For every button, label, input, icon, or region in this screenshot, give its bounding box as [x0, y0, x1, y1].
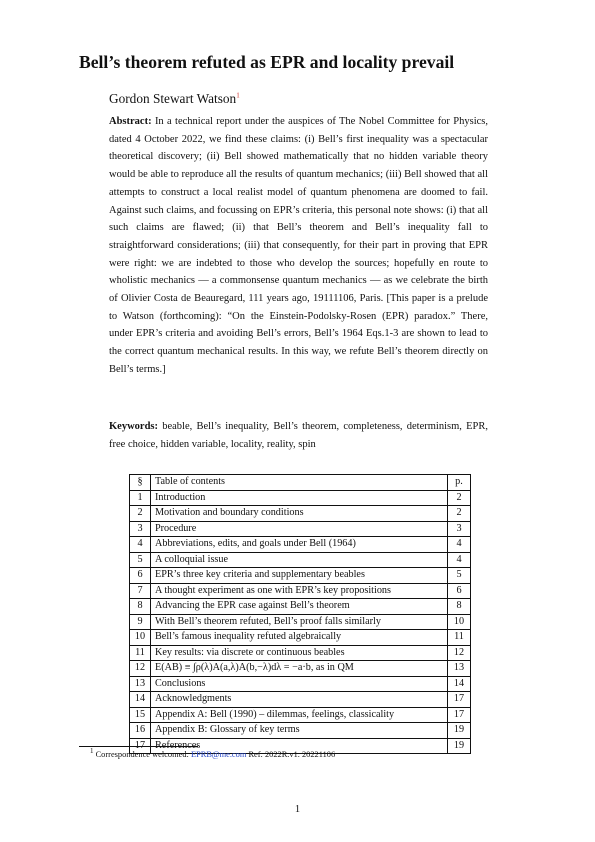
toc-header-title: Table of contents — [151, 475, 448, 491]
toc-section-title: Appendix B: Glossary of key terms — [151, 723, 448, 739]
toc-row[interactable] — [130, 676, 471, 692]
toc-row[interactable] — [130, 614, 471, 630]
toc-page-number: 11 — [448, 630, 471, 646]
toc-header-page: p. — [448, 475, 471, 491]
toc-row[interactable] — [130, 645, 471, 661]
toc-page-number: 17 — [448, 692, 471, 708]
footnote-mark: 1 — [90, 747, 94, 756]
toc-section-title: References — [151, 738, 448, 754]
toc-row[interactable] — [130, 521, 471, 537]
toc-section-number: 12 — [130, 661, 151, 677]
toc-section-number: 9 — [130, 614, 151, 630]
footnote — [90, 749, 335, 760]
toc-body — [130, 490, 471, 754]
toc-page-number: 17 — [448, 707, 471, 723]
toc-section-title: Key results: via discrete or continuous beables — [151, 645, 448, 661]
toc-section-title: Acknowledgments — [151, 692, 448, 708]
footnote-email-link[interactable]: EPRB@me.com — [190, 750, 247, 759]
toc-section-title: A colloquial issue — [151, 552, 448, 568]
toc-section-number: 2 — [130, 506, 151, 522]
toc-row[interactable] — [130, 630, 471, 646]
toc-section-number: 8 — [130, 599, 151, 615]
toc-section-number: 17 — [130, 738, 151, 754]
page-number: 1 — [294, 804, 301, 815]
toc-row[interactable] — [130, 583, 471, 599]
toc-section-number: 3 — [130, 521, 151, 537]
toc-page-number: 3 — [448, 521, 471, 537]
keywords-text: beable, Bell’s inequality, Bell’s theorem, completeness, determinism, EPR, free choice, hidden variable, locality, reality, spin — [109, 421, 488, 450]
table-of-contents — [129, 474, 471, 754]
toc-section-number: 11 — [130, 645, 151, 661]
toc-section-number: 6 — [130, 568, 151, 584]
toc-row[interactable] — [130, 599, 471, 615]
toc-section-number: 16 — [130, 723, 151, 739]
keywords — [109, 418, 488, 453]
toc-row[interactable] — [130, 490, 471, 506]
toc-section-title: E(AB) ≡ ∫ρ(λ)A(a,λ)A(b,−λ)dλ = −a·b, as in QM — [151, 661, 448, 677]
toc-section-title: With Bell’s theorem refuted, Bell’s proof falls similarly — [151, 614, 448, 630]
toc-page-number: 6 — [448, 583, 471, 599]
abstract-label: Abstract: — [109, 116, 152, 127]
footnote-rule — [79, 746, 198, 747]
toc-section-title: Bell’s famous inequality refuted algebraically — [151, 630, 448, 646]
toc-row[interactable] — [130, 537, 471, 553]
toc-row[interactable] — [130, 568, 471, 584]
toc-page-number: 5 — [448, 568, 471, 584]
footnote-ref: Ref: 2022R.v1. 20221106 — [248, 750, 336, 759]
toc-page-number: 2 — [448, 490, 471, 506]
toc-section-title: EPR’s three key criteria and supplementary beables — [151, 568, 448, 584]
toc-page-number: 12 — [448, 645, 471, 661]
toc-page-number: 4 — [448, 552, 471, 568]
toc-page-number: 19 — [448, 723, 471, 739]
toc-section-number: 1 — [130, 490, 151, 506]
toc-section-title: A thought experiment as one with EPR’s key propositions — [151, 583, 448, 599]
toc-row[interactable] — [130, 552, 471, 568]
toc-row[interactable] — [130, 661, 471, 677]
toc-row[interactable] — [130, 506, 471, 522]
toc-page-number: 19 — [448, 738, 471, 754]
toc-header-section: § — [130, 475, 151, 491]
toc-page-number: 10 — [448, 614, 471, 630]
author-name: Gordon Stewart Watson — [109, 91, 237, 106]
toc-section-number: 10 — [130, 630, 151, 646]
toc-section-title: Advancing the EPR case against Bell’s theorem — [151, 599, 448, 615]
author-footnote-mark[interactable]: 1 — [236, 91, 240, 100]
toc-page-number: 8 — [448, 599, 471, 615]
toc-section-number: 4 — [130, 537, 151, 553]
toc-section-number: 14 — [130, 692, 151, 708]
footnote-prefix: Correspondence welcomed: — [95, 750, 189, 759]
toc-section-number: 5 — [130, 552, 151, 568]
abstract — [109, 113, 488, 379]
toc-section-title: Abbreviations, edits, and goals under Bell (1964) — [151, 537, 448, 553]
abstract-text: In a technical report under the auspices of The Nobel Committee for Physics, dated 4 October 2022, we find these claims: (i) Bell’s first inequality was a spectacular theoretical discovery; (ii) Bell showed mathematically that no hidden variable theory would be able to reproduce all the results of quantum mechanics; (iii) Bell showed that all attempts to construct a local realist model of quantum phenomena are doomed to fail. Against such claims, and focussing on EPR’s criteria, this personal note shows: (i) that all such claims are flawed; (ii) that Bell’s theorem and Bell’s inequality fall to straightforward considerations; (iii) that consequently, for their part in proving that EPR were right: we are indebted to those who develop the sources; hopefully en route to wholistic mechanics — a commonsense quantum mechanics — as we celebrate the birth of Olivier Costa de Beauregard, 111 years ago, 19111106, Paris. [This paper is a prelude to Watson (forthcoming): “On the Einstein-Podolsky-Rosen (EPR) paradox.” There, under EPR’s criteria and avoiding Bell’s errors, Bell’s 1964 Eqs.1-3 are shown to lead to the correct quantum mechanical results. In this way, we refute Bell’s theorem directly on Bell’s terms.] — [109, 116, 488, 375]
toc-page-number: 2 — [448, 506, 471, 522]
toc-section-number: 7 — [130, 583, 151, 599]
toc-row[interactable] — [130, 723, 471, 739]
toc-page-number: 13 — [448, 661, 471, 677]
toc-section-number: 15 — [130, 707, 151, 723]
paper-title: Bell’s theorem refuted as EPR and locality prevail — [79, 52, 455, 72]
toc-section-title: Procedure — [151, 521, 448, 537]
keywords-label: Keywords: — [109, 421, 158, 432]
toc-section-title: Appendix A: Bell (1990) – dilemmas, feelings, classicality — [151, 707, 448, 723]
toc-page-number: 14 — [448, 676, 471, 692]
toc-page-number: 4 — [448, 537, 471, 553]
toc-section-title: Introduction — [151, 490, 448, 506]
toc-section-title: Motivation and boundary conditions — [151, 506, 448, 522]
toc-section-number: 13 — [130, 676, 151, 692]
toc-row[interactable] — [130, 707, 471, 723]
toc-header-row — [130, 475, 471, 491]
toc-section-title: Conclusions — [151, 676, 448, 692]
author-line — [109, 91, 240, 107]
toc-row[interactable] — [130, 692, 471, 708]
